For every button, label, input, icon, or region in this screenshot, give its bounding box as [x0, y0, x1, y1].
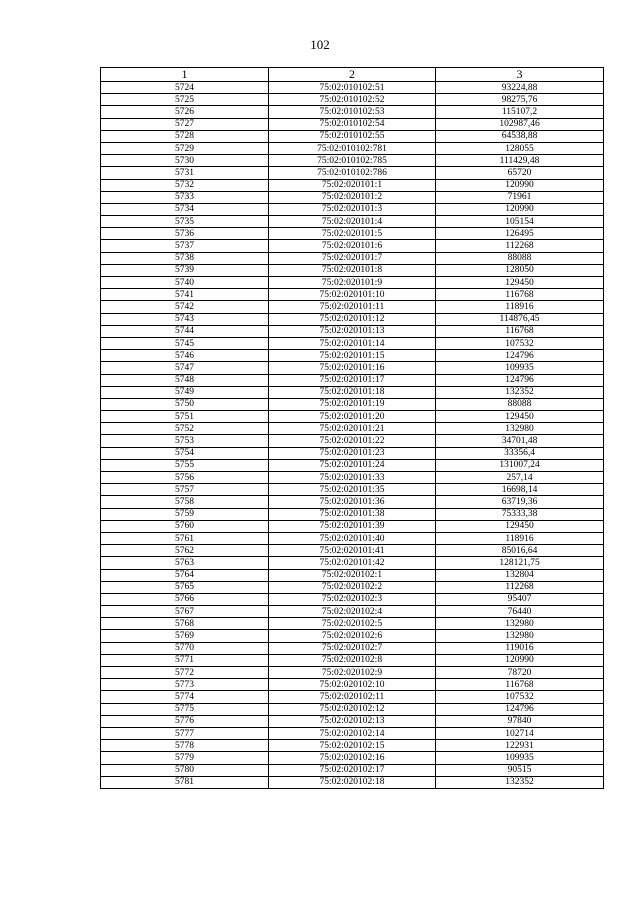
- table-cell: 75:02:020102:10: [269, 679, 436, 691]
- table-row: [101, 447, 604, 459]
- table-row: [101, 191, 604, 203]
- table-cell: 5777: [101, 727, 269, 739]
- table-cell: 5767: [101, 606, 269, 618]
- table-cell: 115107,2: [436, 106, 604, 118]
- table-cell: 76440: [436, 606, 604, 618]
- table-cell: 75:02:020102:15: [269, 740, 436, 752]
- table-cell: 118916: [436, 301, 604, 313]
- table-row: [101, 569, 604, 581]
- table-cell: 75:02:020102:14: [269, 727, 436, 739]
- table-cell: 75:02:020101:9: [269, 277, 436, 289]
- table-cell: 75:02:020102:16: [269, 752, 436, 764]
- table-row: [101, 386, 604, 398]
- table-row: [101, 654, 604, 666]
- table-row: [101, 496, 604, 508]
- table-cell: 5752: [101, 423, 269, 435]
- table-cell: 5773: [101, 679, 269, 691]
- table-cell: 5766: [101, 593, 269, 605]
- table-row: [101, 545, 604, 557]
- table-cell: 102714: [436, 727, 604, 739]
- table-cell: 112268: [436, 240, 604, 252]
- table-row: [101, 581, 604, 593]
- table-cell: 93224,88: [436, 82, 604, 94]
- table-cell: 75:02:020102:12: [269, 703, 436, 715]
- table-cell: 75:02:020101:22: [269, 435, 436, 447]
- table-cell: 109935: [436, 362, 604, 374]
- table-cell: 107532: [436, 337, 604, 349]
- table-cell: 75:02:020102:8: [269, 654, 436, 666]
- table-cell: 5772: [101, 667, 269, 679]
- table-cell: 5726: [101, 106, 269, 118]
- table-cell: 124796: [436, 703, 604, 715]
- table-cell: 129450: [436, 520, 604, 532]
- table-cell: 75:02:020101:3: [269, 203, 436, 215]
- table-cell: 5748: [101, 374, 269, 386]
- table-cell: 114876,45: [436, 313, 604, 325]
- table-row: [101, 667, 604, 679]
- table-cell: 5761: [101, 532, 269, 544]
- table-cell: 122931: [436, 740, 604, 752]
- table-row: [101, 203, 604, 215]
- table-cell: 75:02:020102:17: [269, 764, 436, 776]
- table-cell: 85016,64: [436, 545, 604, 557]
- page-number: 102: [310, 37, 330, 52]
- table-cell: 5745: [101, 337, 269, 349]
- table-cell: 132980: [436, 423, 604, 435]
- table-cell: 5780: [101, 764, 269, 776]
- table-cell: 88088: [436, 252, 604, 264]
- table-row: [101, 764, 604, 776]
- table-cell: 75:02:020102:1: [269, 569, 436, 581]
- table-cell: 5769: [101, 630, 269, 642]
- table-cell: 5750: [101, 398, 269, 410]
- table-cell: 75:02:020101:6: [269, 240, 436, 252]
- table-row: [101, 142, 604, 154]
- data-table: [100, 67, 604, 789]
- table-cell: 75:02:020101:2: [269, 191, 436, 203]
- table-cell: 75:02:020101:4: [269, 216, 436, 228]
- table-cell: 5747: [101, 362, 269, 374]
- table-cell: 75:02:010102:786: [269, 167, 436, 179]
- table-cell: 75333,38: [436, 508, 604, 520]
- table-row: [101, 130, 604, 142]
- table-row: [101, 557, 604, 569]
- table-cell: 75:02:020101:12: [269, 313, 436, 325]
- table-cell: 75:02:020102:2: [269, 581, 436, 593]
- table-cell: 132352: [436, 776, 604, 788]
- table-row: [101, 520, 604, 532]
- table-cell: 120990: [436, 179, 604, 191]
- table-row: [101, 618, 604, 630]
- table-cell: 132804: [436, 569, 604, 581]
- table-cell: 5733: [101, 191, 269, 203]
- table-cell: 75:02:020101:24: [269, 459, 436, 471]
- table-row: [101, 484, 604, 496]
- table-cell: 128121,75: [436, 557, 604, 569]
- table-cell: 120990: [436, 203, 604, 215]
- table-cell: 75:02:020101:5: [269, 228, 436, 240]
- table-cell: 75:02:020101:1: [269, 179, 436, 191]
- table-cell: 132980: [436, 630, 604, 642]
- table-cell: 129450: [436, 277, 604, 289]
- table-cell: 5753: [101, 435, 269, 447]
- table-cell: 75:02:020102:7: [269, 642, 436, 654]
- table-cell: 33356,4: [436, 447, 604, 459]
- table-cell: 75:02:020102:3: [269, 593, 436, 605]
- table-cell: 124796: [436, 350, 604, 362]
- table-cell: 75:02:020101:33: [269, 472, 436, 484]
- table-row: [101, 228, 604, 240]
- table-cell: 75:02:010102:54: [269, 118, 436, 130]
- table-cell: 34701,48: [436, 435, 604, 447]
- table-cell: 5740: [101, 277, 269, 289]
- table-cell: 5727: [101, 118, 269, 130]
- table-row: [101, 155, 604, 167]
- table-header-row: [101, 68, 604, 82]
- table-cell: 5732: [101, 179, 269, 191]
- table-cell: 5730: [101, 155, 269, 167]
- table-row: [101, 289, 604, 301]
- table-cell: 132980: [436, 618, 604, 630]
- table-cell: 5749: [101, 386, 269, 398]
- table-cell: 5759: [101, 508, 269, 520]
- table-cell: 75:02:020101:16: [269, 362, 436, 374]
- table-cell: 5776: [101, 715, 269, 727]
- column-header: 3: [436, 68, 604, 82]
- table-row: [101, 727, 604, 739]
- table-row: [101, 264, 604, 276]
- table-row: [101, 216, 604, 228]
- table-cell: 5743: [101, 313, 269, 325]
- table-cell: 71961: [436, 191, 604, 203]
- table-cell: 75:02:010102:51: [269, 82, 436, 94]
- table-cell: 75:02:020101:40: [269, 532, 436, 544]
- table-cell: 5725: [101, 94, 269, 106]
- table-cell: 75:02:010102:55: [269, 130, 436, 142]
- table-cell: 257,14: [436, 472, 604, 484]
- table-cell: 63719,36: [436, 496, 604, 508]
- table-cell: 5771: [101, 654, 269, 666]
- table-row: [101, 240, 604, 252]
- table-row: [101, 398, 604, 410]
- table-cell: 128050: [436, 264, 604, 276]
- table-row: [101, 179, 604, 191]
- table-cell: 5729: [101, 142, 269, 154]
- table-row: [101, 776, 604, 788]
- table-row: [101, 679, 604, 691]
- table-cell: 5760: [101, 520, 269, 532]
- table-cell: 105154: [436, 216, 604, 228]
- table-cell: 120990: [436, 654, 604, 666]
- table-cell: 5738: [101, 252, 269, 264]
- table-cell: 97840: [436, 715, 604, 727]
- table-row: [101, 313, 604, 325]
- table-cell: 5728: [101, 130, 269, 142]
- table-cell: 118916: [436, 532, 604, 544]
- table-cell: 75:02:020101:14: [269, 337, 436, 349]
- table-cell: 5756: [101, 472, 269, 484]
- table-cell: 75:02:020101:15: [269, 350, 436, 362]
- table-cell: 5755: [101, 459, 269, 471]
- table-cell: 75:02:020102:5: [269, 618, 436, 630]
- table-cell: 75:02:020101:11: [269, 301, 436, 313]
- table-cell: 5737: [101, 240, 269, 252]
- table-row: [101, 593, 604, 605]
- table-row: [101, 508, 604, 520]
- table-row: [101, 82, 604, 94]
- table-cell: 107532: [436, 691, 604, 703]
- table-cell: 75:02:020101:19: [269, 398, 436, 410]
- table-row: [101, 630, 604, 642]
- table-row: [101, 740, 604, 752]
- table-cell: 5736: [101, 228, 269, 240]
- table-row: [101, 167, 604, 179]
- table-cell: 64538,88: [436, 130, 604, 142]
- table-cell: 95407: [436, 593, 604, 605]
- column-header: 1: [101, 68, 269, 82]
- table-cell: 78720: [436, 667, 604, 679]
- table-cell: 5768: [101, 618, 269, 630]
- table-cell: 75:02:020101:36: [269, 496, 436, 508]
- table-cell: 5734: [101, 203, 269, 215]
- table-cell: 5754: [101, 447, 269, 459]
- table-row: [101, 423, 604, 435]
- table-cell: 75:02:010102:785: [269, 155, 436, 167]
- table-cell: 75:02:020101:38: [269, 508, 436, 520]
- table-cell: 75:02:020101:10: [269, 289, 436, 301]
- table-cell: 5741: [101, 289, 269, 301]
- table-cell: 5774: [101, 691, 269, 703]
- table-cell: 128055: [436, 142, 604, 154]
- table-cell: 116768: [436, 289, 604, 301]
- table-row: [101, 606, 604, 618]
- table-body: [101, 82, 604, 789]
- table-cell: 75:02:020102:9: [269, 667, 436, 679]
- table-cell: 75:02:020101:17: [269, 374, 436, 386]
- table-cell: 65720: [436, 167, 604, 179]
- table-row: [101, 106, 604, 118]
- table-cell: 5739: [101, 264, 269, 276]
- table-cell: 5744: [101, 325, 269, 337]
- table-cell: 75:02:020102:11: [269, 691, 436, 703]
- table-cell: 116768: [436, 679, 604, 691]
- table-cell: 75:02:010102:53: [269, 106, 436, 118]
- table-row: [101, 459, 604, 471]
- table-cell: 102987,46: [436, 118, 604, 130]
- table-cell: 75:02:020101:8: [269, 264, 436, 276]
- table-row: [101, 350, 604, 362]
- table-cell: 75:02:010102:52: [269, 94, 436, 106]
- table-cell: 5764: [101, 569, 269, 581]
- table-row: [101, 277, 604, 289]
- table-cell: 75:02:020102:13: [269, 715, 436, 727]
- table-row: [101, 715, 604, 727]
- table-row: [101, 325, 604, 337]
- table-cell: 75:02:020101:39: [269, 520, 436, 532]
- table-row: [101, 301, 604, 313]
- table-cell: 5775: [101, 703, 269, 715]
- table-cell: 90515: [436, 764, 604, 776]
- column-header: 2: [269, 68, 436, 82]
- table-cell: 75:02:020101:21: [269, 423, 436, 435]
- table-cell: 5735: [101, 216, 269, 228]
- table-row: [101, 374, 604, 386]
- table-cell: 75:02:020101:7: [269, 252, 436, 264]
- table-cell: 5731: [101, 167, 269, 179]
- table-row: [101, 532, 604, 544]
- table-cell: 5742: [101, 301, 269, 313]
- table-row: [101, 411, 604, 423]
- table-cell: 75:02:020101:20: [269, 411, 436, 423]
- table-cell: 5778: [101, 740, 269, 752]
- table-cell: 5724: [101, 82, 269, 94]
- table-cell: 119016: [436, 642, 604, 654]
- table-cell: 5763: [101, 557, 269, 569]
- table-cell: 116768: [436, 325, 604, 337]
- table-cell: 75:02:020101:41: [269, 545, 436, 557]
- table-cell: 132352: [436, 386, 604, 398]
- table-cell: 88088: [436, 398, 604, 410]
- table-cell: 131007,24: [436, 459, 604, 471]
- table-row: [101, 642, 604, 654]
- table-row: [101, 691, 604, 703]
- table-cell: 75:02:020101:13: [269, 325, 436, 337]
- table-cell: 5779: [101, 752, 269, 764]
- table-cell: 75:02:020102:4: [269, 606, 436, 618]
- table-cell: 98275,76: [436, 94, 604, 106]
- table-cell: 75:02:020102:6: [269, 630, 436, 642]
- table-cell: 75:02:020101:35: [269, 484, 436, 496]
- table-cell: 75:02:020101:23: [269, 447, 436, 459]
- table-cell: 5762: [101, 545, 269, 557]
- table-cell: 124796: [436, 374, 604, 386]
- table-cell: 5757: [101, 484, 269, 496]
- table-cell: 5758: [101, 496, 269, 508]
- table-row: [101, 118, 604, 130]
- table-row: [101, 252, 604, 264]
- table-cell: 5781: [101, 776, 269, 788]
- table-cell: 126495: [436, 228, 604, 240]
- table-cell: 75:02:010102:781: [269, 142, 436, 154]
- table-cell: 109935: [436, 752, 604, 764]
- table-cell: 129450: [436, 411, 604, 423]
- table-cell: 16698,14: [436, 484, 604, 496]
- table-row: [101, 337, 604, 349]
- table-row: [101, 703, 604, 715]
- table-cell: 75:02:020101:18: [269, 386, 436, 398]
- table-cell: 5746: [101, 350, 269, 362]
- table-cell: 112268: [436, 581, 604, 593]
- table-cell: 111429,48: [436, 155, 604, 167]
- table-cell: 75:02:020101:42: [269, 557, 436, 569]
- table-cell: 75:02:020102:18: [269, 776, 436, 788]
- table-row: [101, 752, 604, 764]
- table-cell: 5765: [101, 581, 269, 593]
- table-row: [101, 472, 604, 484]
- table-cell: 5751: [101, 411, 269, 423]
- table-cell: 5770: [101, 642, 269, 654]
- table-row: [101, 435, 604, 447]
- table-row: [101, 362, 604, 374]
- table-row: [101, 94, 604, 106]
